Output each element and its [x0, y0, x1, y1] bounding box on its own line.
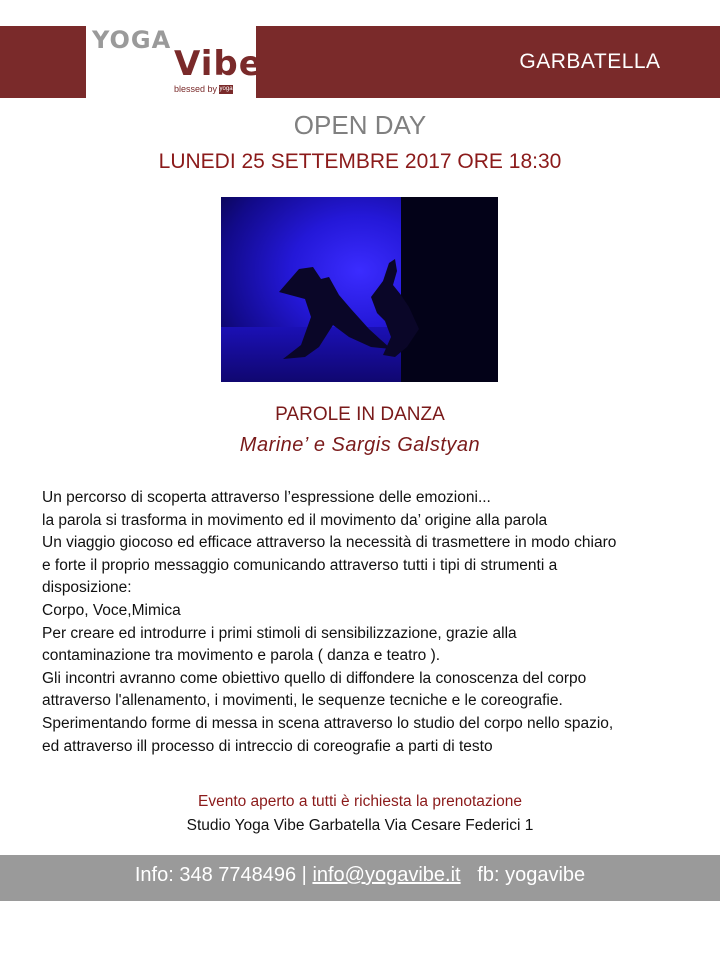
dancers-silhouette-icon	[221, 197, 498, 382]
description-line: attraverso l'allenamento, i movimenti, le sequenze tecniche e le coreografie.	[42, 692, 563, 710]
description-line: Sperimentando forme di messa in scena attraverso lo studio del corpo nello spazio,	[42, 714, 614, 732]
logo-word-yoga: YOGA	[92, 26, 172, 54]
logo-tagline	[174, 84, 233, 94]
email-link[interactable]: info@yogavibe.it	[312, 864, 461, 886]
footer-phone: Info: 348 7748496 |	[134, 864, 307, 886]
studio-address: Studio Yoga Vibe Garbatella Via Cesare Federici 1	[186, 817, 534, 834]
description-line: e forte il proprio messaggio comunicando attraverso tutti i tipi di strumenti a	[42, 556, 558, 574]
location-label: GARBATELLA	[519, 50, 661, 73]
footer-social: fb: yogavibe	[477, 864, 586, 886]
footer-contacts	[0, 864, 720, 887]
logo-word-vibe: Vibe	[174, 44, 263, 84]
event-title: OPEN DAY	[293, 110, 427, 140]
description-line: Gli incontri avranno come obiettivo quello di diffondere la conoscenza del corpo	[42, 669, 587, 687]
yoga-vibe-logo	[86, 22, 263, 100]
show-title: PAROLE IN DANZA	[275, 404, 445, 425]
description-line: ed attraverso ill processo di intreccio di coreografie a parti di testo	[42, 737, 493, 755]
booking-notice: Evento aperto a tutti è richiesta la prenotazione	[198, 793, 522, 810]
logo-badge: yoga	[219, 86, 233, 93]
show-artists: Marine’ e Sargis Galstyan	[239, 434, 481, 456]
description-line: Un percorso di scoperta attraverso l’espressione delle emozioni...	[42, 489, 491, 506]
logo-tagline-text: blessed by	[174, 84, 218, 94]
description-line: Un viaggio giocoso ed efficace attraverso la necessità di trasmettere in modo chiaro	[42, 534, 617, 552]
description-line: contaminazione tra movimento e parola ( danza e teatro ).	[42, 647, 441, 665]
description	[42, 487, 702, 758]
description-line: disposizione:	[42, 579, 132, 597]
description-line: Corpo, Voce,Mimica	[42, 601, 181, 619]
description-line: la parola si trasforma in movimento ed il movimento da’ origine alla parola	[42, 511, 548, 529]
event-date: LUNEDI 25 SETTEMBRE 2017 ORE 18:30	[158, 150, 562, 173]
dance-photo	[221, 197, 498, 382]
description-line: Per creare ed introdurre i primi stimoli di sensibilizzazione, grazie alla	[42, 624, 517, 642]
